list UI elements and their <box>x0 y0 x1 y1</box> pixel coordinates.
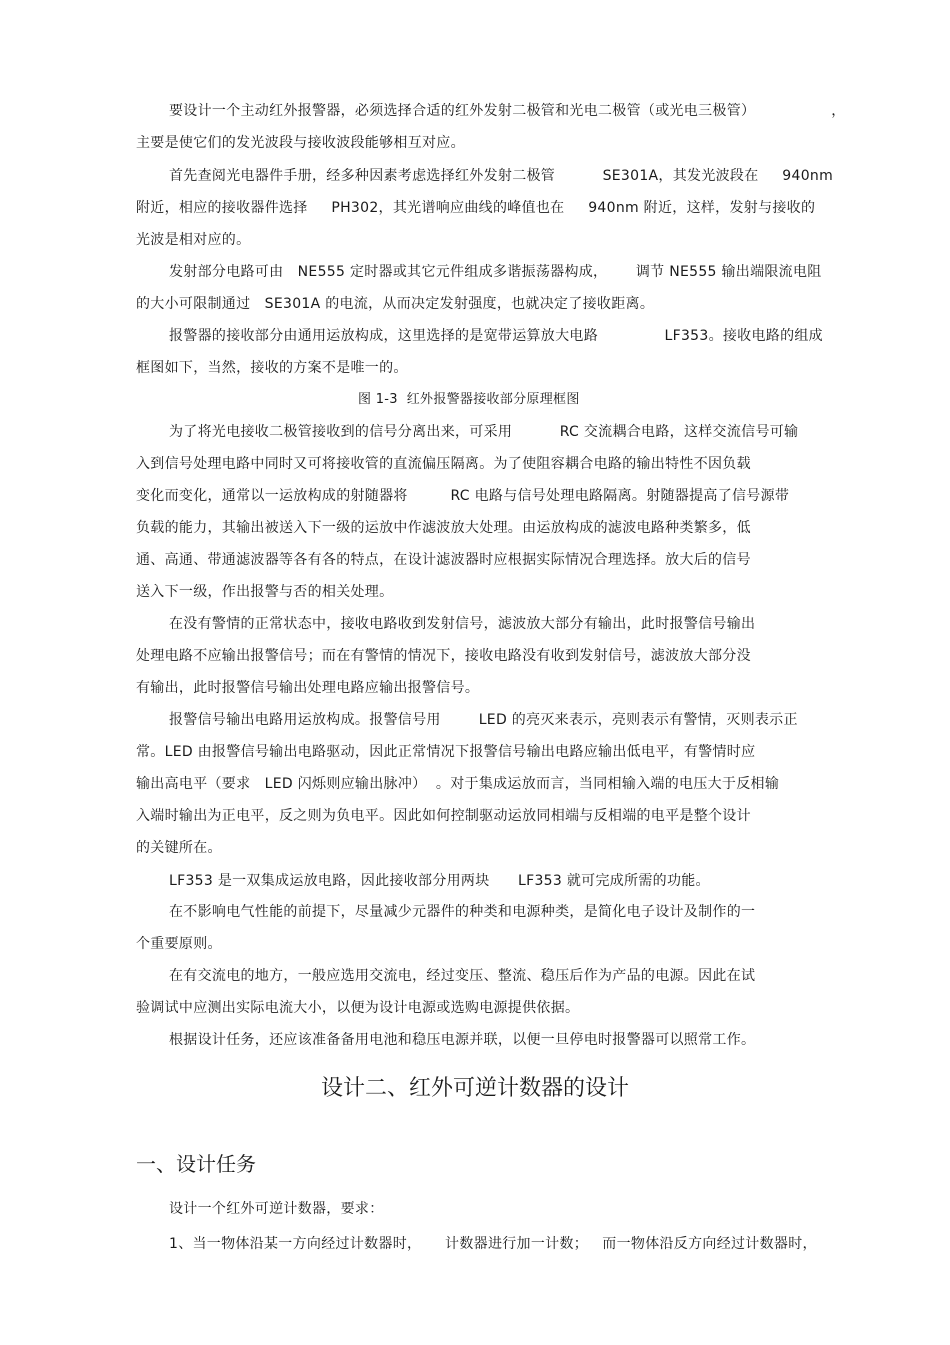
paragraph-line: 在不影响电气性能的前提下，尽量减少元器件的种类和电源种类，是简化电子设计及制作的一 <box>169 904 756 920</box>
paragraph-line: 要设计一个主动红外报警器，必须选择合适的红外发射二极管和光电二极管（或光电三极管） ， <box>169 103 846 119</box>
paragraph-line: 根据设计任务，还应该准备备用电池和稳压电源并联，以便一旦停电时报警器可以照常工作。 <box>169 1032 756 1048</box>
paragraph-line: 光波是相对应的。 <box>136 232 251 248</box>
paragraph-line: LF353 是一双集成运放电路，因此接收部分用两块 LF353 就可完成所需的功能。 <box>169 873 710 889</box>
paragraph-line: 个重要原则。 <box>136 936 222 952</box>
paragraph-line: 输出高电平（要求 LED 闪烁则应输出脉冲） 。对于集成运放而言，当同相输入端的电压大于反相输 <box>136 776 780 792</box>
section-title: 设计二、红外可逆计数器的设计 <box>320 1076 629 1101</box>
paragraph-line: 通、高通、带通滤波器等各有各的特点，在设计滤波器时应根据实际情况合理选择。放大后的信号 <box>136 552 751 568</box>
paragraph-line: 主要是使它们的发光波段与接收波段能够相互对应。 <box>136 135 465 151</box>
paragraph-line: 常。LED 由报警信号输出电路驱动，因此正常情况下报警信号输出电路应输出低电平，有警情时应 <box>136 744 756 760</box>
paragraph-line: 为了将光电接收二极管接收到的信号分离出来，可采用 RC 交流耦合电路，这样交流信号可输 <box>169 424 799 440</box>
paragraph-line: 在没有警情的正常状态中，接收电路收到发射信号，滤波放大部分有输出，此时报警信号输出 <box>169 616 756 632</box>
paragraph-line: 报警器的接收部分由通用运放构成，这里选择的是宽带运算放大电路 LF353。接收电路的组成 <box>169 328 823 344</box>
paragraph-line: 报警信号输出电路用运放构成。报警信号用 LED 的亮灭来表示，亮则表示有警情，灭则表示正 <box>169 712 798 728</box>
paragraph-line: 入到信号处理电路中同时又可将接收管的直流偏压隔离。为了使阻容耦合电路的输出特性不因负载 <box>136 456 751 472</box>
paragraph-line: 验调试中应测出实际电流大小，以便为设计电源或选购电源提供依据。 <box>136 1000 580 1016</box>
paragraph-line: 的大小可限制通过 SE301A 的电流，从而决定发射强度，也就决定了接收距离。 <box>136 296 655 312</box>
paragraph-line: 1、当一物体沿某一方向经过计数器时， 计数器进行加一计数； 而一物体沿反方向经过计数器时， <box>169 1236 817 1252</box>
paragraph-line: 入端时输出为正电平，反之则为负电平。因此如何控制驱动运放同相端与反相端的电平是整个设计 <box>136 808 751 824</box>
paragraph-line: 发射部分电路可由 NE555 定时器或其它元件组成多谐振荡器构成， 调节 NE555 输出端限流电阻 <box>169 264 822 280</box>
paragraph-line: 变化而变化，通常以一运放构成的射随器将 RC 电路与信号处理电路隔离。射随器提高了信号源带 <box>136 488 790 504</box>
paragraph-line: 附近，相应的接收器件选择 PH302，其光谱响应曲线的峰值也在 940nm 附近，这样，发射与接收的 <box>136 200 816 216</box>
paragraph-line: 设计一个红外可逆计数器，要求： <box>169 1201 384 1217</box>
paragraph-line: 处理电路不应输出报警信号；而在有警情的情况下，接收电路没有收到发射信号，滤波放大部分没 <box>136 648 751 664</box>
paragraph-line: 的关键所在。 <box>136 840 222 856</box>
section-heading: 一、设计任务 <box>136 1152 256 1176</box>
paragraph-line: 在有交流电的地方，一般应选用交流电，经过变压、整流、稳压后作为产品的电源。因此在试 <box>169 968 756 984</box>
paragraph-line: 首先查阅光电器件手册，经多种因素考虑选择红外发射二极管 SE301A，其发光波段在 940nm <box>169 168 834 184</box>
paragraph-line: 框图如下，当然，接收的方案不是唯一的。 <box>136 360 408 376</box>
paragraph-line: 送入下一级，作出报警与否的相关处理。 <box>136 584 394 600</box>
paragraph-line: 有输出，此时报警信号输出处理电路应输出报警信号。 <box>136 680 480 696</box>
figure-caption: 图 1-3 红外报警器接收部分原理框图 <box>358 392 580 407</box>
paragraph-line: 负载的能力，其输出被送入下一级的运放中作滤波放大处理。由运放构成的滤波电路种类繁多，低 <box>136 520 751 536</box>
